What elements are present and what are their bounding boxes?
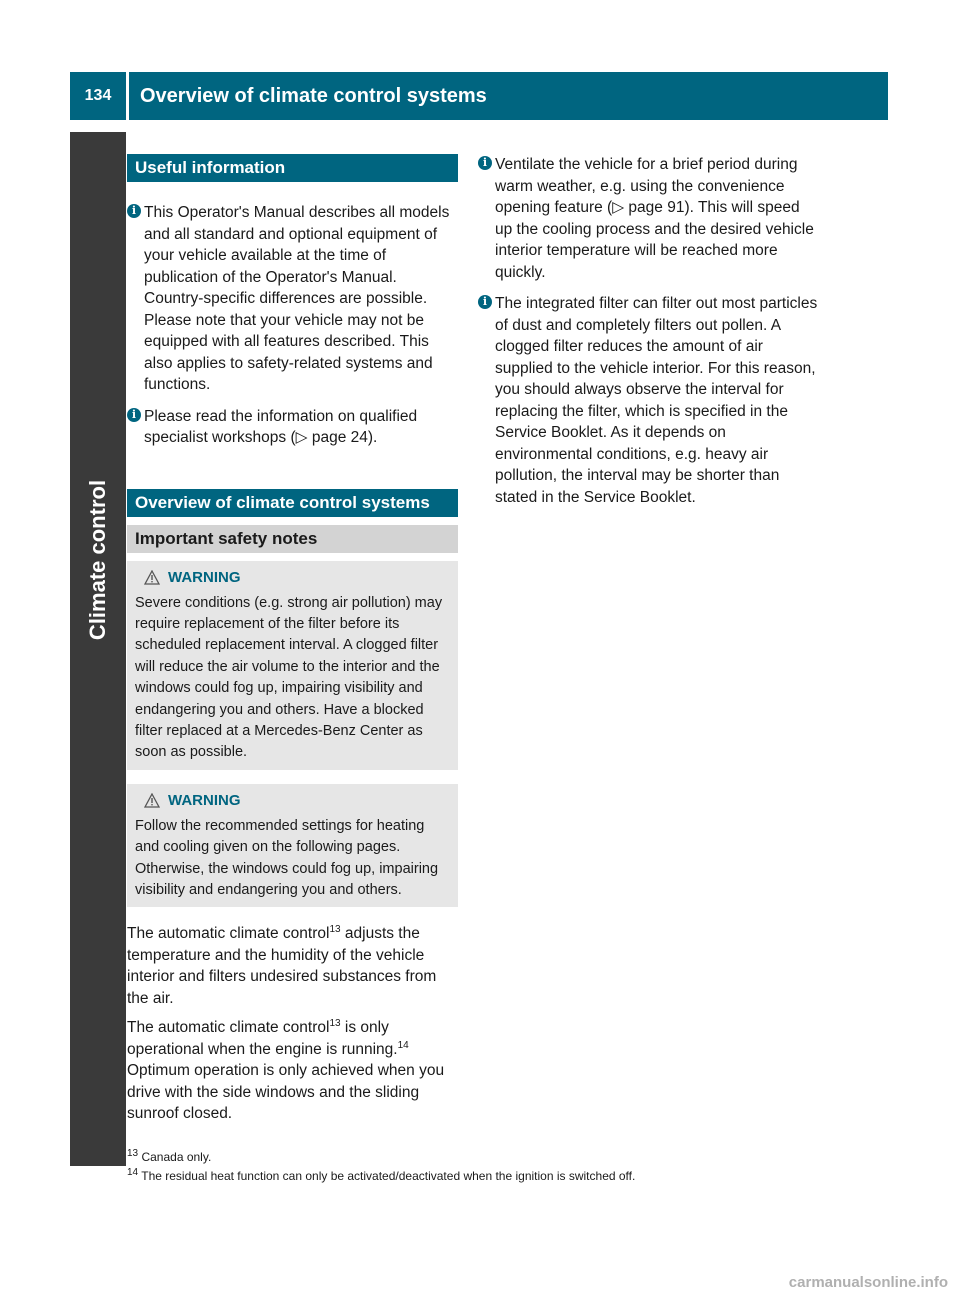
right-column [478, 154, 818, 518]
info-text: The integrated filter can filter out most particles of dust and completely filters out pollen. A clogged filter reduces the amount of air supplied to the vehicle interior. For this reason, you should always observe the interval for replacing the filter, which is specified in the Service Booklet. As it depends on environmental conditions, e.g. heavy air pollution, the interval may be shorter than stated in the Service Booklet. [495, 295, 818, 506]
side-tab [70, 132, 126, 1166]
warning-title: WARNING [168, 791, 241, 809]
info-note [478, 154, 818, 283]
side-tab-label: Climate control [85, 479, 110, 641]
page-title: Overview of climate control systems [140, 84, 487, 107]
text-run: The automatic climate control [127, 1019, 330, 1037]
footnote-text: Canada only. [138, 1150, 212, 1164]
footnote-ref: 13 [329, 1018, 341, 1030]
useful-info-heading: Useful information [127, 154, 458, 182]
footnote-text: The residual heat function can only be activated/deactivated when the ignition is switched off. [138, 1169, 636, 1183]
body-paragraph [127, 923, 458, 1009]
subsection-heading: Important safety notes [127, 525, 458, 553]
warning-header [135, 567, 450, 589]
footnote-ref: 14 [397, 1039, 409, 1051]
footnote [127, 1167, 867, 1186]
watermark: carmanualsonline.info [788, 1274, 948, 1291]
info-icon: i [478, 156, 492, 170]
warning-text: Follow the recommended settings for heating and cooling given on the following pages. Otherwise, the windows could fog up, impairing visibility and endangering you and others. [135, 817, 439, 898]
footnote [127, 1148, 867, 1167]
warning-title: WARNING [168, 568, 241, 586]
body-paragraph [127, 1017, 458, 1125]
warning-text: Severe conditions (e.g. strong air pollution) may require replacement of the filter before its scheduled replacement interval. A clogged filter will reduce the air volume to the interior and the windows could fog up, impairing visibility and endangering you and others. Have a blocked filter replaced at a Mercedes-Benz Center as soon as possible. [135, 594, 443, 761]
footnote-number: 14 [127, 1167, 139, 1178]
section-heading: Overview of climate control systems [127, 489, 458, 517]
warning-box [127, 561, 458, 770]
info-icon: i [127, 408, 141, 422]
info-icon: i [478, 295, 492, 309]
footnotes [127, 1148, 867, 1186]
info-text: This Operator's Manual describes all models and all standard and optional equipment of your vehicle available at the time of publication of the Operator's Manual. Country-specific differences are possible. Please note that your vehicle may not be equipped with all features described. This also applies to safety-related systems and functions. [144, 204, 450, 393]
text-run: Optimum operation is only achieved when you drive with the side windows and the sliding sunroof closed. [127, 1062, 445, 1123]
warning-header [135, 790, 450, 812]
header-separator [126, 72, 129, 120]
info-text: Ventilate the vehicle for a brief period during warm weather, e.g. using the convenience opening feature (▷ page 91). This will speed up the cooling process and the desired vehicle interior temperature will be reached more quickly. [495, 156, 814, 281]
footnote-ref: 13 [329, 924, 341, 936]
warning-triangle-icon [144, 570, 160, 585]
info-text: Please read the information on qualified specialist workshops (▷ page 24). [144, 407, 418, 446]
page-number: 134 [84, 87, 112, 104]
info-note [127, 202, 458, 396]
warning-triangle-icon [144, 793, 160, 808]
info-note [127, 406, 458, 449]
info-icon: i [127, 204, 141, 218]
info-note [478, 293, 818, 508]
footnote-number: 13 [127, 1148, 139, 1159]
warning-box [127, 784, 458, 908]
text-run: The automatic climate control [127, 925, 330, 943]
text-run: is only operational when the engine is running. [127, 1019, 398, 1058]
left-column [127, 154, 458, 1133]
text-run: adjusts the temperature and the humidity of the vehicle interior and filters undesired substances from the air. [127, 925, 437, 1007]
